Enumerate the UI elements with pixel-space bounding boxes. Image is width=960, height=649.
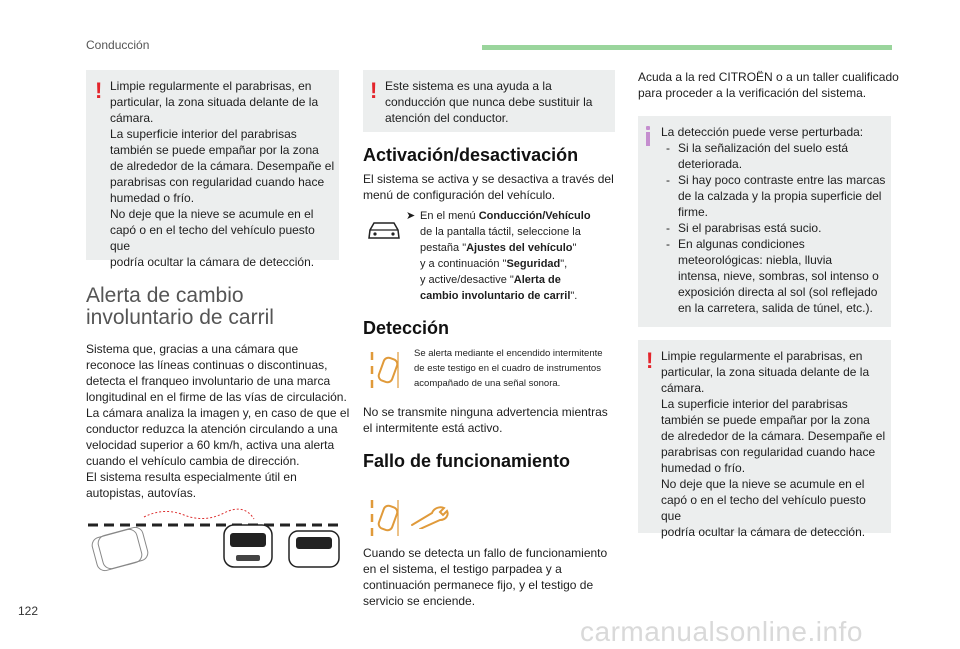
step-security-name: Seguridad [506,258,561,270]
header-accent-bar [482,45,892,50]
step-text: ", [560,258,568,270]
car-ghost-1 [90,526,149,573]
list-item: - Si el parabrisas está sucio. [662,220,890,236]
warning-text-col1: Limpie regularmente el parabrisas, en particular, la zona situada delante de la cámara. La superficie interior del parabrisas también se puede empañar por la zona de alrededor de la cámara. Desempañe el parabrisas con regularidad cuando hace humedad o frío. No deje que la nieve se acumule en el capó o en el techo del vehículo puesto que podría ocultar la cámara de detección. [110,79,335,269]
car-main [224,525,272,567]
trajectory-wave [144,509,254,519]
info-list [662,140,890,316]
step-menu-name: Conducción/Vehículo [478,210,591,222]
watermark: carmanualsonline.info [580,616,863,647]
wrench-icon [410,505,450,529]
car-right [289,531,339,567]
step-text: " [572,242,577,254]
heading-detection: Detección [363,318,450,338]
warning-icon: ! [646,348,654,373]
step-tab-name: Ajustes del vehículo [466,242,573,254]
warning-text-col3: Limpie regularmente el parabrisas, en particular, la zona situada delante de la cámara. La superficie interior del parabrisas también se puede empañar por la zona de alrededor de la cámara. Desempañe el parabrisas con regularidad cuando hace humedad o frío. No deje que la nieve se acumule en el capó o en el techo del vehículo puesto que podría ocultar la cámara de detección. [661,349,886,539]
detection-note: Se alerta mediante el encendido intermitente de este testigo en el cuadro de instrumentos acompañado de una señal sonora. [414,348,603,389]
list-item: - Si hay poco contraste entre las marcas de la calzada y la propia superficie del firme. [662,172,890,220]
section-title-lane-departure: Alerta de cambio involuntario de carril [86,284,274,329]
warning-box-col2 [363,70,615,132]
activation-steps [406,208,620,304]
lane-departure-warning-icon [368,498,402,538]
page-number: 122 [18,604,39,618]
step-text: de la pantalla táctil, seleccione la [420,226,581,238]
warning-icon: ! [370,78,378,103]
step-arrow-icon: ➤ [406,210,416,222]
warning-text-col2: Este sistema es una ayuda a la conducción que nunca debe sustituir la atención del conductor. [385,79,593,125]
step-text: En el menú [420,210,479,222]
heading-fault: Fallo de funcionamiento [363,451,571,471]
detection-text: No se transmite ninguna advertencia mientras el intermitente está activo. [363,405,608,435]
step-text: pestaña " [420,242,467,254]
lane-departure-warning-icon [368,350,402,390]
activation-text: El sistema se activa y se desactiva a través del menú de configuración del vehículo. [363,172,614,202]
warning-box-col1 [86,70,339,269]
car-front-icon [366,220,402,242]
list-item: - Si la señalización del suelo está deteriorada. [662,140,890,172]
fault-text: Cuando se detecta un fallo de funcionamiento en el sistema, el testigo parpadea y a continuación permanece fijo, y el testigo de servicio se enciende. [363,546,608,608]
info-title: La detección puede verse perturbada: [661,125,864,139]
heading-activation: Activación/desactivación [363,145,579,165]
lane-change-illustration [84,505,344,575]
info-icon [646,126,650,146]
step-text: y a continuación " [420,258,507,270]
section-header: Conducción [86,38,150,52]
step-text: ". [570,290,578,302]
step-alert-name: Alerta de [513,274,561,286]
step-alert-name: cambio involuntario de carril [420,290,571,302]
step-text: y active/desactive " [420,274,514,286]
info-box-col3 [638,116,891,327]
service-intro: Acuda a la red CITROËN o a un taller cualificado para proceder a la verificación del sistema. [638,70,899,100]
warning-box-col3 [638,340,891,539]
lane-departure-description: Sistema que, gracias a una cámara que reconoce las líneas continuas o discontinuas, detecta el franqueo involuntario de una marca longitudinal en el firme de las vías de circulación. La cámara analiza la imagen y, en caso de que el conductor reduzca la atención circulando a una velocidad superior a 60 km/h, activa una alerta cuando el vehículo cambia de dirección. El sistema resulta especialmente útil en autopistas, autovías. [86,342,350,500]
warning-icon: ! [95,78,103,103]
list-item: - En algunas condiciones meteorológicas: niebla, lluvia intensa, nieve, sombras, sol intenso o exposición directa al sol (sol reflejado en la carretera, salida de túnel, etc.). [662,236,890,316]
